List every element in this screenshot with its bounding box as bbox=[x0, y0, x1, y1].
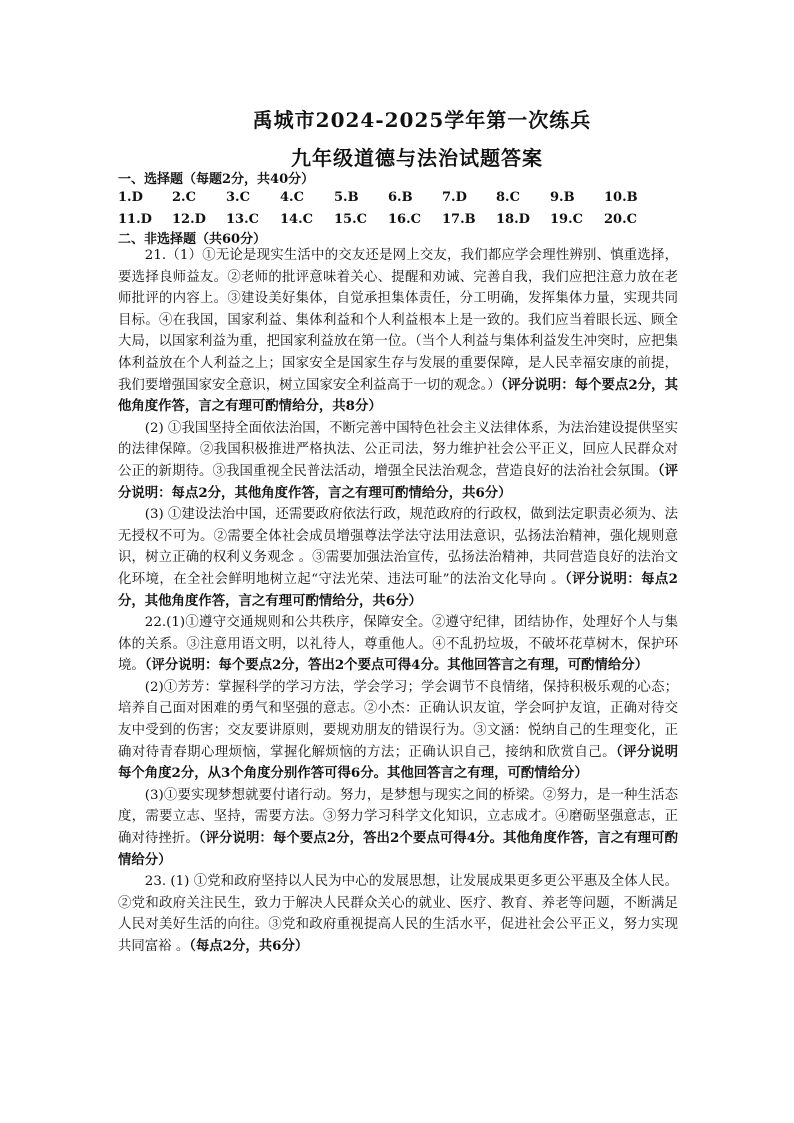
answer-item: 11.D bbox=[118, 211, 152, 227]
q22-2-answer: (2)①芳芳：掌握科学的学习方法，学会学习；学会调节不良情绪，保持积极乐观的心态；培养自己面对困难的勇气和坚强的意志。②小杰：正确认识友谊，学会呵护友谊，正确对待交友中受到的伤害；交友要讲原则，要规劝朋友的错误行为。③文涵：悦纳自己的生理变化，正确对待青春期心理烦恼，掌握化解烦恼的方法；正确认识自己，接纳和欣赏自己。 bbox=[118, 679, 678, 760]
page-title: 禹城市2024-2025学年第一次练兵 bbox=[252, 108, 592, 132]
answer-item: 5.B bbox=[334, 189, 359, 205]
answer-item: 15.C bbox=[334, 211, 367, 227]
section2-body bbox=[118, 245, 678, 958]
q22-1-paragraph bbox=[118, 612, 678, 677]
q21-2-scoring-note: （评分说明：每点2分，其他角度作答，言之有理可酌情给分，共6分） bbox=[118, 462, 678, 501]
q21-2-paragraph bbox=[118, 418, 678, 504]
q21-2-answer: (2) ①我国坚持全面依法治国，不断完善中国特色社会主义法律体系，为法治建设提供坚实的法律保障。②我国积极推进严格执法、公正司法，努力维护社会公平正义，回应人民群众对公正的新期待。③我国重视全民普法活动，增强全民法治观念，营造良好的法治社会氛围。 bbox=[118, 420, 678, 479]
answer-item: 17.B bbox=[442, 211, 476, 227]
answer-item: 8.C bbox=[496, 189, 520, 205]
answer-item: 13.C bbox=[226, 211, 259, 227]
q22-2-scoring-note: （评分说明 每个角度2分，从3个角度分别作答可得6分。其他回答言之有理，可酌情给分） bbox=[118, 743, 678, 782]
answer-item: 6.B bbox=[388, 189, 413, 205]
q22-3-paragraph bbox=[118, 785, 678, 871]
answer-item: 16.C bbox=[388, 211, 421, 227]
answer-item: 20.C bbox=[604, 211, 637, 227]
section2-heading: 二、非选择题（共60分） bbox=[118, 232, 267, 247]
answer-item: 4.C bbox=[280, 189, 304, 205]
answer-item: 7.D bbox=[442, 189, 467, 205]
answer-item: 14.C bbox=[280, 211, 313, 227]
page-subtitle: 九年级道德与法治试题答案 bbox=[291, 146, 543, 170]
q21-1-paragraph bbox=[118, 245, 678, 418]
q23-1-answer: 23. (1) ①党和政府坚持以人民为中心的发展思想，让发展成果更多更公平惠及全体人民。②党和政府关注民生，致力于解决人民群众关心的就业、医疗、教育、养老等问题，不断满足人民对美好生活的向往。③党和政府重视提高人民的生活水平，促进社会公平正义，努力实现共同富裕 。 bbox=[118, 874, 678, 954]
choice-answers bbox=[118, 186, 678, 230]
section1-heading: 一、选择题（每题2分，共40分） bbox=[118, 172, 315, 187]
q22-1-answer: 22.(1)①遵守交通规则和公共秩序，保障安全。②遵守纪律，团结协作，处理好个人与集体的关系。③注意用语文明，以礼待人，尊重他人。④不乱扔垃圾，不破坏花草树木，保护环境。 bbox=[118, 615, 678, 674]
q22-3-answer: (3)①要实现梦想就要付诸行动。努力，是梦想与现实之间的桥梁。②努力，是一种生活态度，需要立志、坚持，需要方法。③努力学习科学文化知识，立志成才。④磨砺坚强意志，正确对待挫折。 bbox=[118, 787, 678, 847]
answer-item: 2.C bbox=[172, 189, 196, 205]
q21-1-scoring-note: （评分说明：每个要点2分，其他角度作答，言之有理可酌情给分，共8分） bbox=[118, 376, 678, 415]
q21-3-answer: (3) ①建设法治中国，还需要政府依法行政，规范政府的行政权，做到法定职责必须为、法无授权不可为。②需要全体社会成员增强尊法学法守法用法意识，弘扬法治精神，强化规则意识，树立正确的权利义务观念 。③需要加强法治宣传，弘扬法治精神，共同营造良好的法治文化环境，在全社会鲜明地树立起“守法光荣、违法可耻”的法治文化导向 。 bbox=[118, 507, 678, 587]
q22-3-scoring-note: （评分说明：每个要点2分，答出2个要点可得4分。其他角度作答，言之有理可酌情给分） bbox=[118, 830, 679, 868]
q21-3-paragraph bbox=[118, 504, 678, 612]
answer-item: 10.B bbox=[604, 189, 638, 205]
answer-item: 19.C bbox=[550, 211, 583, 227]
q22-1-scoring-note: （评分说明：每个要点2分，答出2个要点可得4分。其他回答言之有理，可酌情给分） bbox=[144, 657, 649, 674]
q21-3-scoring-note: （评分说明：每点2分，其他角度作答，言之有理可酌情给分，共6分） bbox=[118, 570, 678, 609]
answer-item: 1.D bbox=[118, 189, 143, 205]
q21-1-answer: 21.（1）①无论是现实生活中的交友还是网上交友，我们都应学会理性辨别、慎重选择，要选择良师益友。②老师的批评意味着关心、提醒和劝诫、完善自我，我们应把注意力放在老师批评的内容上。③建设美好集体，自觉承担集体责任，分工明确，发挥集体力量，实现共同目标。④在我国，国家利益、集体利益和个人利益根本上是一致的。我们应当着眼长远、顾全大局，以国家利益为重，把国家利益放在第一位。（当个人利益与集体利益发生冲突时，应把集体利益放在个人利益之上；国家安全是国家生存与发展的重要保障，是人民幸福安康的前提，我们要增强国家安全意识，树立国家安全利益高于一切的观念。） bbox=[118, 248, 678, 393]
answer-row-1 bbox=[118, 186, 678, 208]
answer-item: 9.B bbox=[550, 189, 575, 205]
answer-item: 12.D bbox=[172, 211, 206, 227]
answer-row-2 bbox=[118, 208, 678, 230]
q23-1-paragraph bbox=[118, 871, 678, 957]
answer-item: 3.C bbox=[226, 189, 250, 205]
q22-2-paragraph bbox=[118, 677, 678, 785]
q23-1-scoring-note: （每点2分，共6分） bbox=[189, 938, 309, 954]
answer-item: 18.D bbox=[496, 211, 530, 227]
